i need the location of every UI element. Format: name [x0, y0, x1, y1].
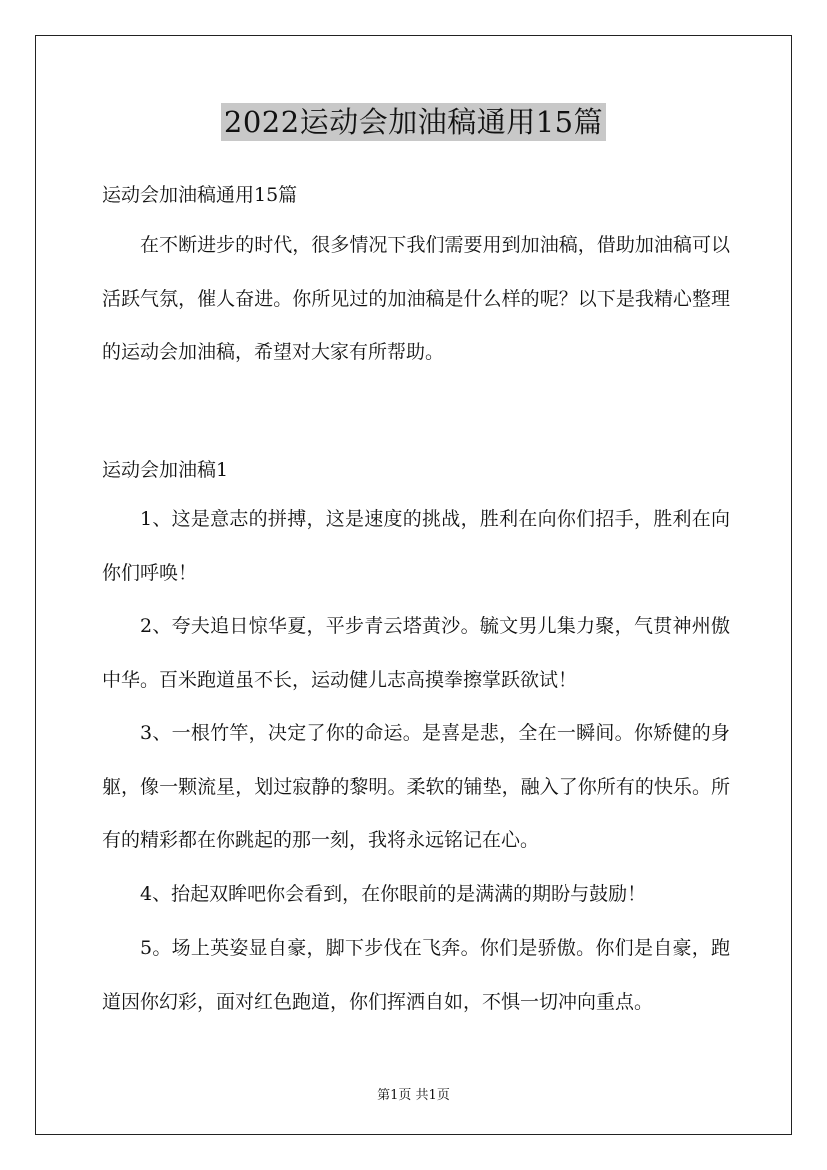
- document-subtitle: 运动会加油稿通用15篇: [102, 184, 298, 206]
- section-heading: 运动会加油稿1: [102, 459, 229, 481]
- list-item: 2、夸夫追日惊华夏，平步青云塔黄沙。毓文男儿集力聚，气贯神州傲中华。百米跑道虽不长，运动健儿志高摸拳擦掌跃欲试！: [102, 615, 730, 691]
- list-item: 1、这是意志的拼搏，这是速度的挑战，胜利在向你们招手，胜利在向你们呼唤！: [102, 508, 730, 584]
- document-title: 2022运动会加油稿通用15篇: [221, 103, 606, 141]
- document-title-wrap: [0, 100, 827, 141]
- list-item: 4、抬起双眸吧你会看到，在你眼前的是满满的期盼与鼓励！: [140, 883, 647, 905]
- page-footer: 第1页 共1页: [377, 1088, 450, 1103]
- intro-paragraph: 在不断进步的时代，很多情况下我们需要用到加油稿，借助加油稿可以活跃气氛，催人奋进。你所见过的加油稿是什么样的呢？以下是我精心整理的运动会加油稿，希望对大家有所帮助。: [102, 234, 730, 363]
- list-item: 3、一根竹竿，决定了你的命运。是喜是悲，全在一瞬间。你矫健的身躯，像一颗流星，划过寂静的黎明。柔软的铺垫，融入了你所有的快乐。所有的精彩都在你跳起的那一刻，我将永远铭记在心。: [102, 722, 730, 851]
- list-item: 5。场上英姿显自豪，脚下步伐在飞奔。你们是骄傲。你们是自豪，跑道因你幻彩，面对红色跑道，你们挥洒自如，不惧一切冲向重点。: [102, 937, 730, 1013]
